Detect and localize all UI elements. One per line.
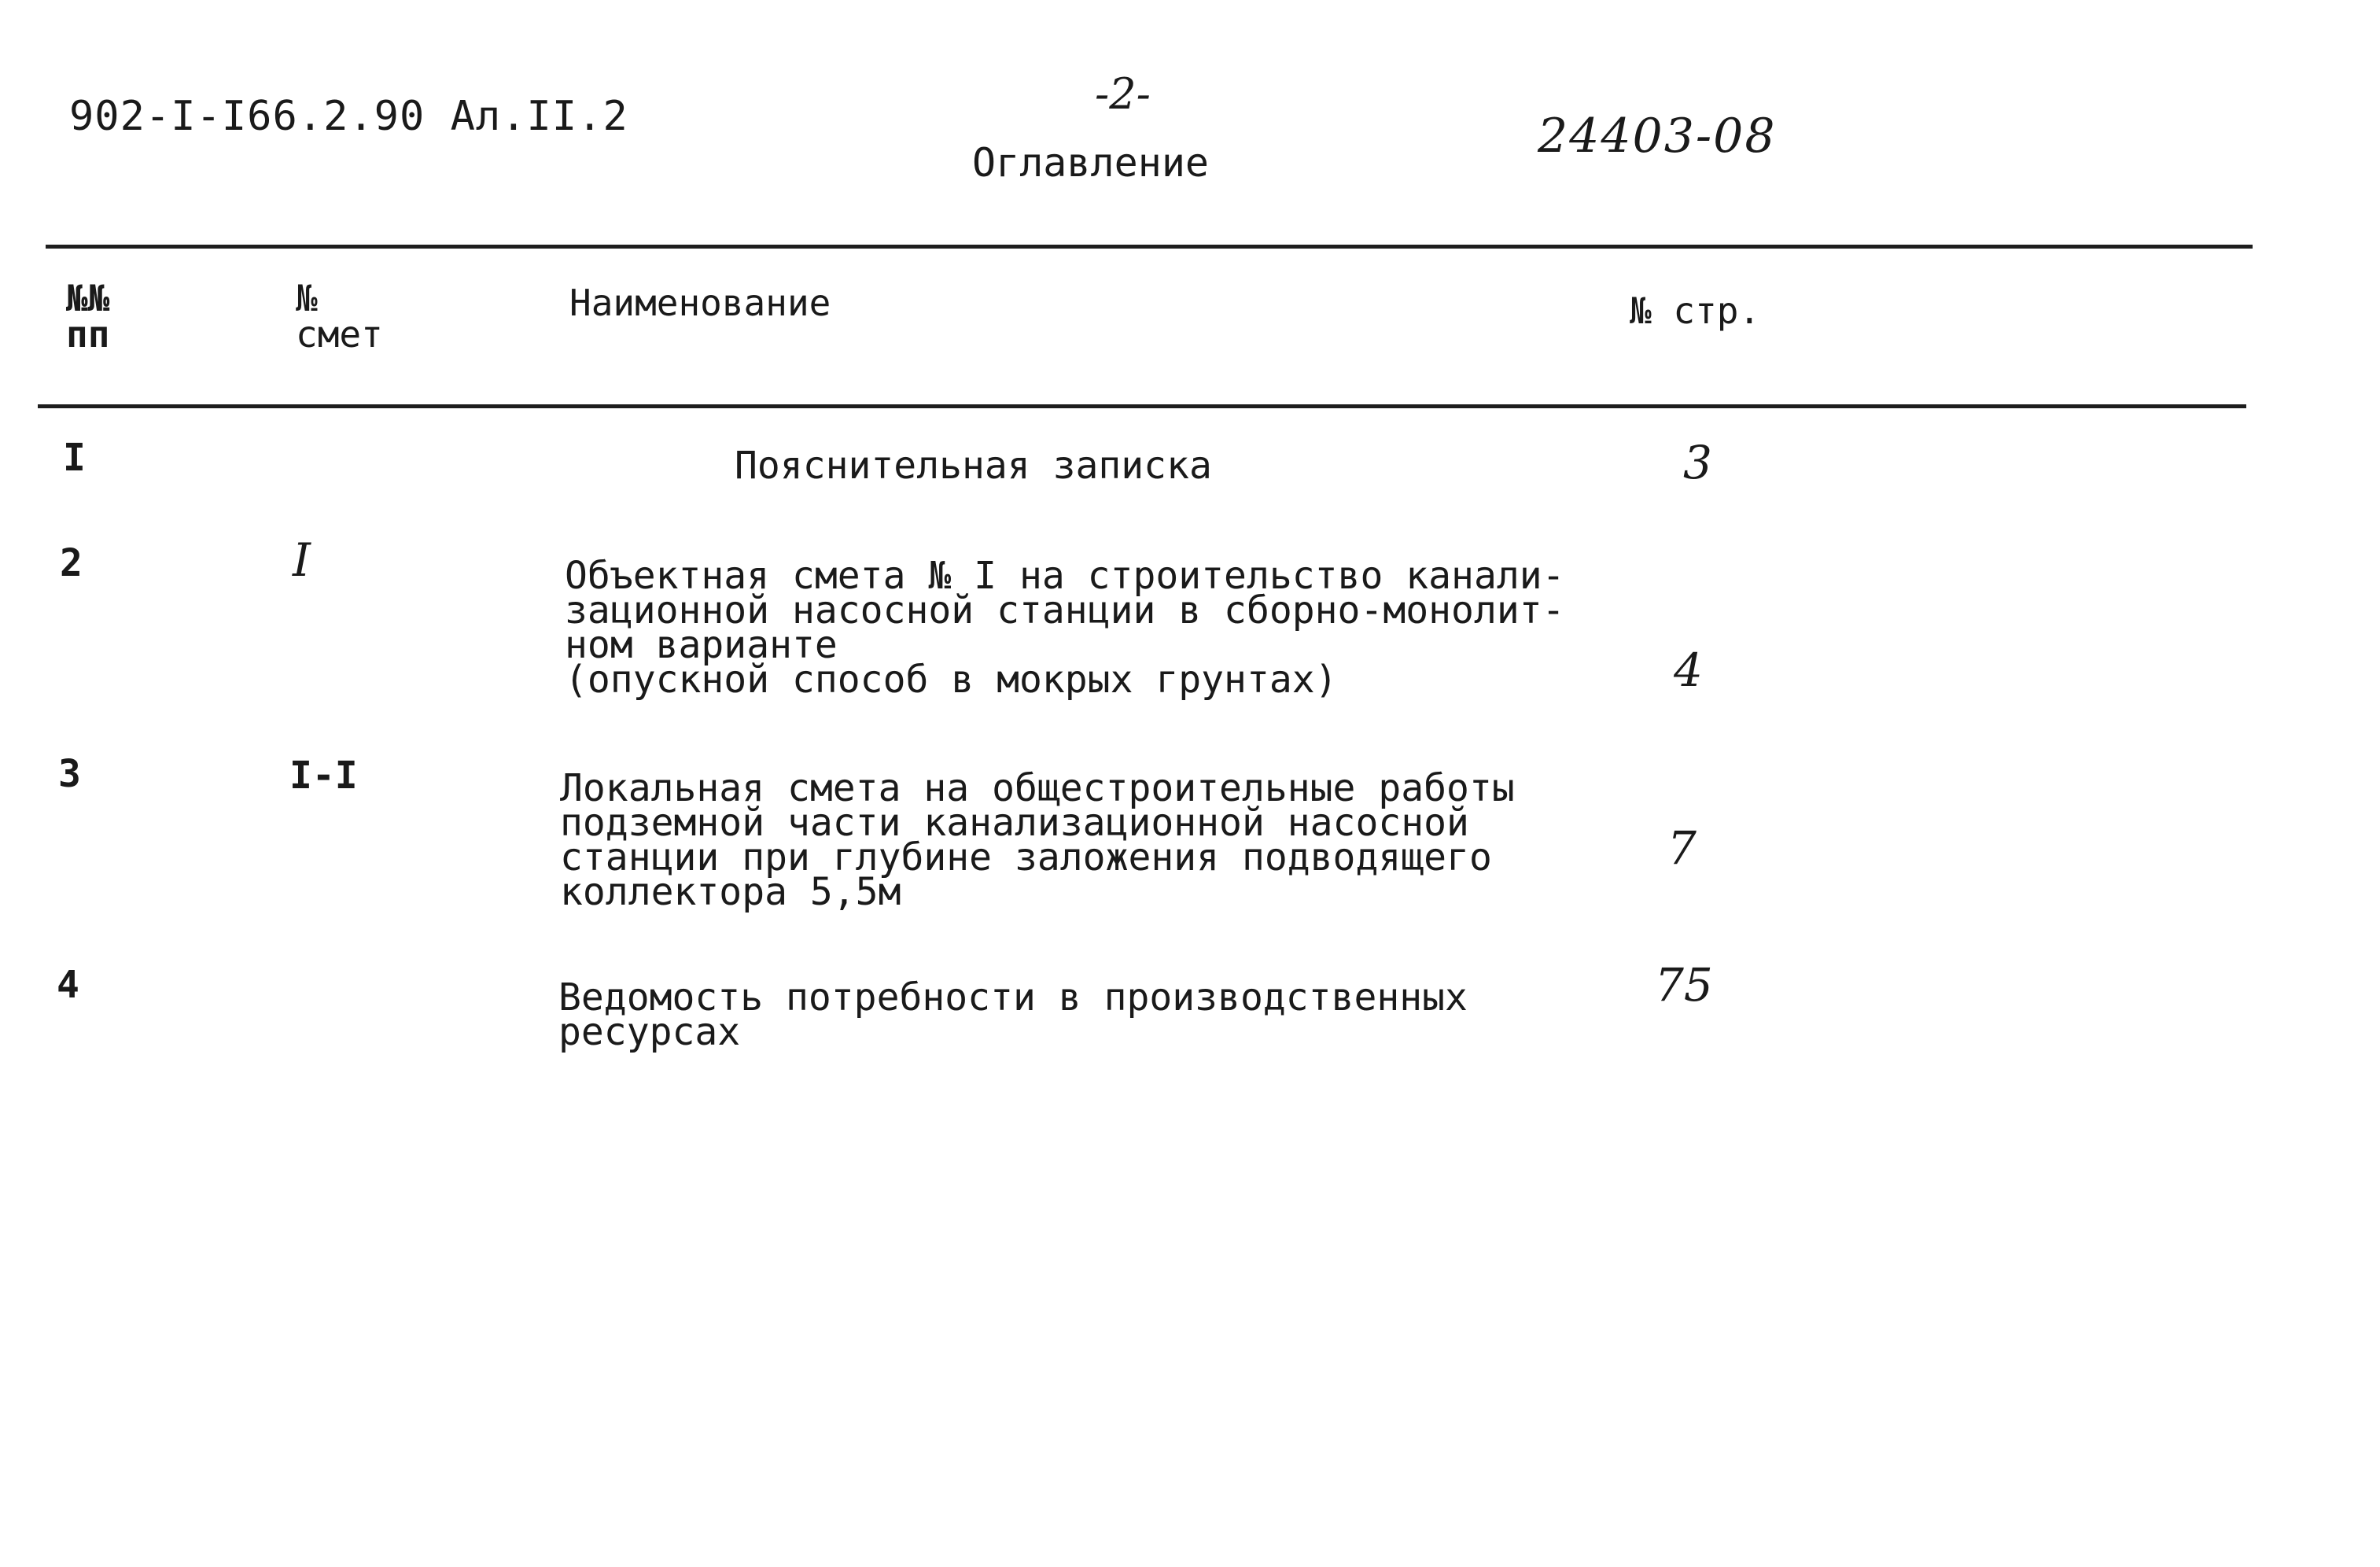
row-pp: 3	[58, 752, 81, 796]
row-name-line: Локальная смета на общестроительные работы	[560, 766, 1515, 810]
row-page: 3	[1683, 436, 1712, 489]
column-header-page: № стр.	[1630, 289, 1761, 332]
column-header-smet-line1: №	[296, 277, 318, 319]
row-name-line: коллектора 5,5м	[560, 870, 901, 914]
row-name-line: Пояснительная записка	[735, 444, 1212, 488]
row-name	[558, 975, 1468, 1054]
row-name-line: ресурсах	[558, 1010, 741, 1054]
page-title: Оглавление	[972, 140, 1210, 186]
column-header-smet	[296, 277, 383, 356]
column-header-smet-line2: смет	[296, 313, 383, 356]
table-top-rule	[46, 245, 2253, 249]
table-header-rule	[38, 404, 2246, 408]
row-name-line: зационной насосной станции в сборно-монолит-	[565, 588, 1565, 632]
row-smet: I-I	[289, 754, 358, 798]
document-code: 902-I-I66.2.90 Ал.II.2	[69, 93, 628, 140]
column-header-name: Наименование	[569, 282, 831, 324]
row-pp: I	[63, 436, 86, 480]
row-page: 75	[1655, 958, 1713, 1012]
row-name	[735, 444, 1212, 488]
row-pp: 2	[60, 541, 83, 585]
row-name-line: Объектная смета № I на строительство канали-	[565, 554, 1565, 598]
document-number: 24403-08	[1538, 109, 1777, 164]
row-pp: 4	[57, 963, 79, 1007]
page-marker: -2-	[1095, 69, 1151, 119]
column-header-pp-line2: пп	[66, 313, 110, 356]
row-name-line: ном варианте	[565, 623, 838, 667]
row-name	[565, 554, 1565, 702]
row-name-line: Ведомость потребности в производственных	[558, 975, 1468, 1019]
column-header-pp-line1: №№	[66, 277, 110, 319]
row-smet: I	[293, 533, 311, 587]
column-header-pp	[66, 277, 110, 356]
row-page: 4	[1674, 643, 1703, 697]
row-name-line: подземной части канализационной насосной	[560, 801, 1469, 845]
row-page: 7	[1667, 821, 1697, 875]
row-name-line: (опускной способ в мокрых грунтах)	[565, 658, 1338, 702]
row-name	[560, 766, 1515, 914]
row-name-line: станции при глубине заложения подводящего	[560, 835, 1492, 879]
